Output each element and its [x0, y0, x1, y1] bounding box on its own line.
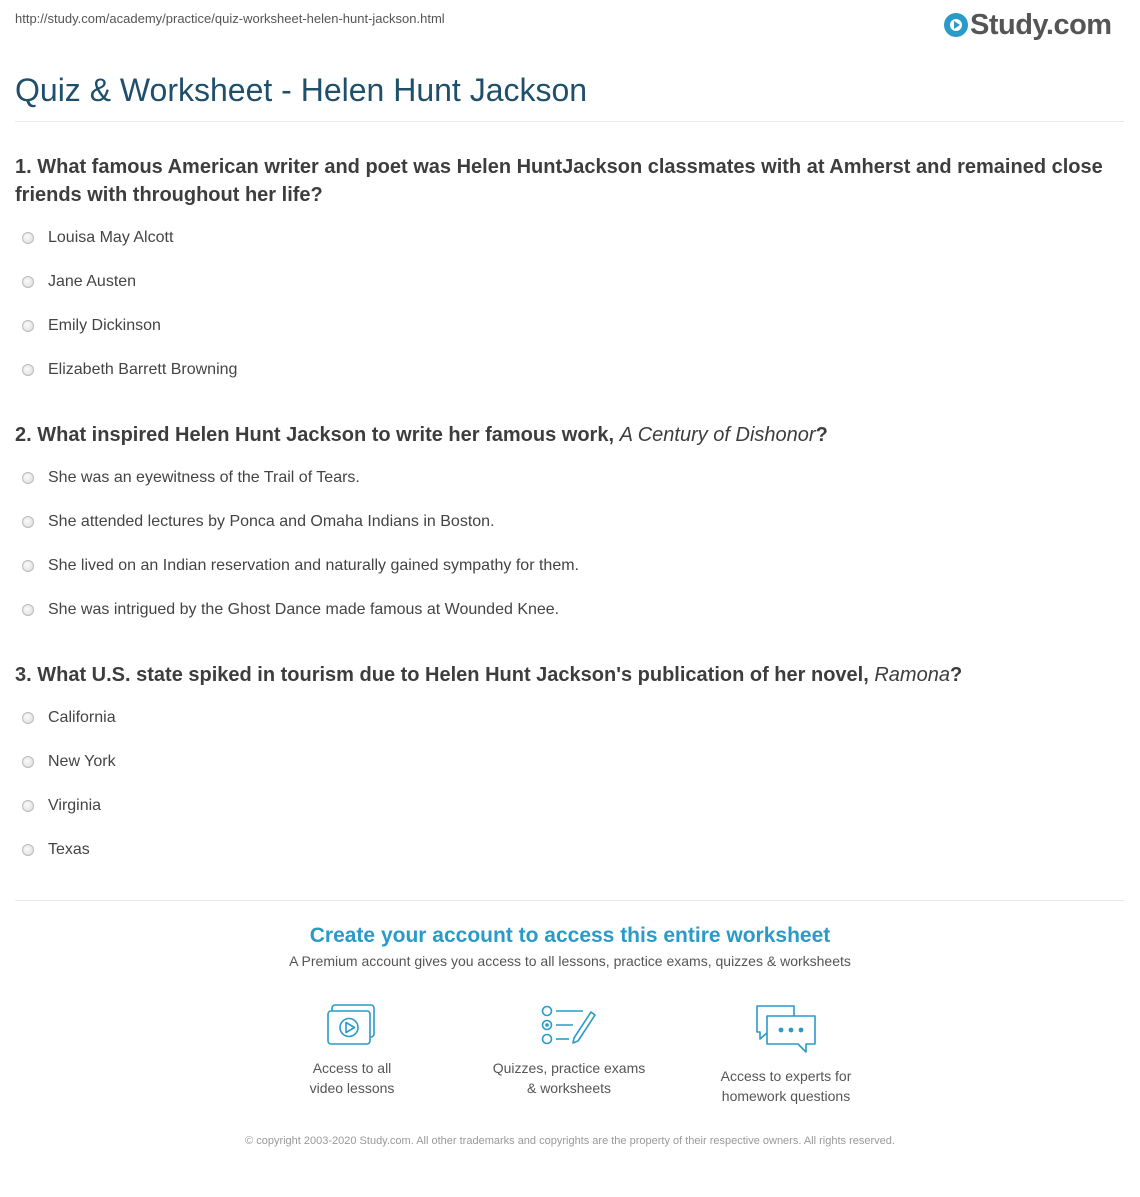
answer-option[interactable]	[22, 598, 559, 622]
answer-option[interactable]	[22, 314, 161, 338]
chat-bubbles-icon	[754, 1004, 818, 1054]
question-3-suffix: ?	[949, 664, 963, 686]
question-2-suffix: ?	[815, 424, 828, 446]
radio-icon[interactable]	[22, 232, 34, 244]
answer-option[interactable]	[22, 510, 495, 534]
answer-label: She lived on an Indian reservation and naturally gained sympathy for them.	[48, 557, 579, 574]
radio-icon[interactable]	[22, 604, 34, 616]
question-2-text: 2. What inspired Helen Hunt Jackson to write her famous work,	[15, 424, 620, 446]
question-2-work-title: A Century of Dishonor	[619, 424, 816, 446]
answer-label: Emily Dickinson	[48, 317, 161, 334]
answer-option[interactable]	[22, 358, 237, 382]
feature-label: Access to experts for homework questions	[720, 1068, 852, 1104]
answer-label: Elizabeth Barrett Browning	[48, 361, 238, 378]
answer-label: She attended lectures by Ponca and Omaha Indians in Boston.	[48, 513, 495, 530]
answer-option[interactable]	[22, 226, 173, 250]
answer-option[interactable]	[22, 838, 90, 862]
cta-subheading: A Premium account gives you access to all lessons, practice exams, quizzes & worksheets	[289, 953, 851, 969]
page-url: http://study.com/academy/practice/quiz-worksheet-helen-hunt-jackson.html	[15, 11, 445, 26]
radio-icon[interactable]	[22, 844, 34, 856]
cta-heading[interactable]: Create your account to access this entire worksheet	[309, 924, 831, 947]
feature-video-lessons	[252, 1004, 452, 1098]
radio-icon[interactable]	[22, 472, 34, 484]
answer-label: She was an eyewitness of the Trail of Tears.	[48, 469, 360, 486]
answer-option[interactable]	[22, 270, 136, 294]
radio-icon[interactable]	[22, 712, 34, 724]
radio-icon[interactable]	[22, 756, 34, 768]
quiz-checklist-icon	[541, 1004, 597, 1046]
answer-label: Louisa May Alcott	[48, 229, 174, 246]
answer-option[interactable]	[22, 554, 579, 578]
answer-label: Texas	[48, 841, 90, 858]
question-3	[15, 661, 1115, 689]
radio-icon[interactable]	[22, 560, 34, 572]
answer-label: She was intrigued by the Ghost Dance made famous at Wounded Knee.	[48, 601, 560, 618]
logo-text: Study.com	[970, 9, 1112, 41]
question-1	[15, 153, 1115, 209]
answer-option[interactable]	[22, 794, 101, 818]
page-title: Quiz & Worksheet - Helen Hunt Jackson	[15, 72, 588, 108]
radio-icon[interactable]	[22, 800, 34, 812]
radio-icon[interactable]	[22, 320, 34, 332]
feature-quizzes	[469, 1004, 669, 1098]
copyright-footer: © copyright 2003-2020 Study.com. All other trademarks and copyrights are the property of their respective owners. All rights reserved.	[245, 1135, 895, 1147]
answer-label: California	[48, 709, 116, 726]
video-lessons-icon	[327, 1004, 377, 1046]
divider	[15, 900, 1124, 901]
radio-icon[interactable]	[22, 516, 34, 528]
feature-label: Quizzes, practice exams & worksheets	[492, 1060, 646, 1096]
divider	[15, 121, 1124, 122]
question-2	[15, 421, 1115, 449]
question-1-text: 1. What famous American writer and poet was Helen HuntJackson classmates with at Amherst and remained close friends with throughout her life?	[15, 156, 1103, 206]
study-logo[interactable]	[944, 9, 1112, 41]
answer-label: Virginia	[48, 797, 102, 814]
play-circle-icon	[944, 13, 968, 37]
feature-label: Access to all video lessons	[309, 1060, 395, 1096]
answer-label: Jane Austen	[48, 273, 137, 290]
radio-icon[interactable]	[22, 276, 34, 288]
answer-option[interactable]	[22, 706, 116, 730]
answer-option[interactable]	[22, 750, 116, 774]
question-3-work-title: Ramona	[874, 664, 950, 686]
question-3-text: 3. What U.S. state spiked in tourism due to Helen Hunt Jackson's publication of her novel,	[15, 664, 875, 686]
answer-label: New York	[48, 753, 116, 770]
answer-option[interactable]	[22, 466, 360, 490]
feature-experts	[686, 1004, 886, 1106]
radio-icon[interactable]	[22, 364, 34, 376]
